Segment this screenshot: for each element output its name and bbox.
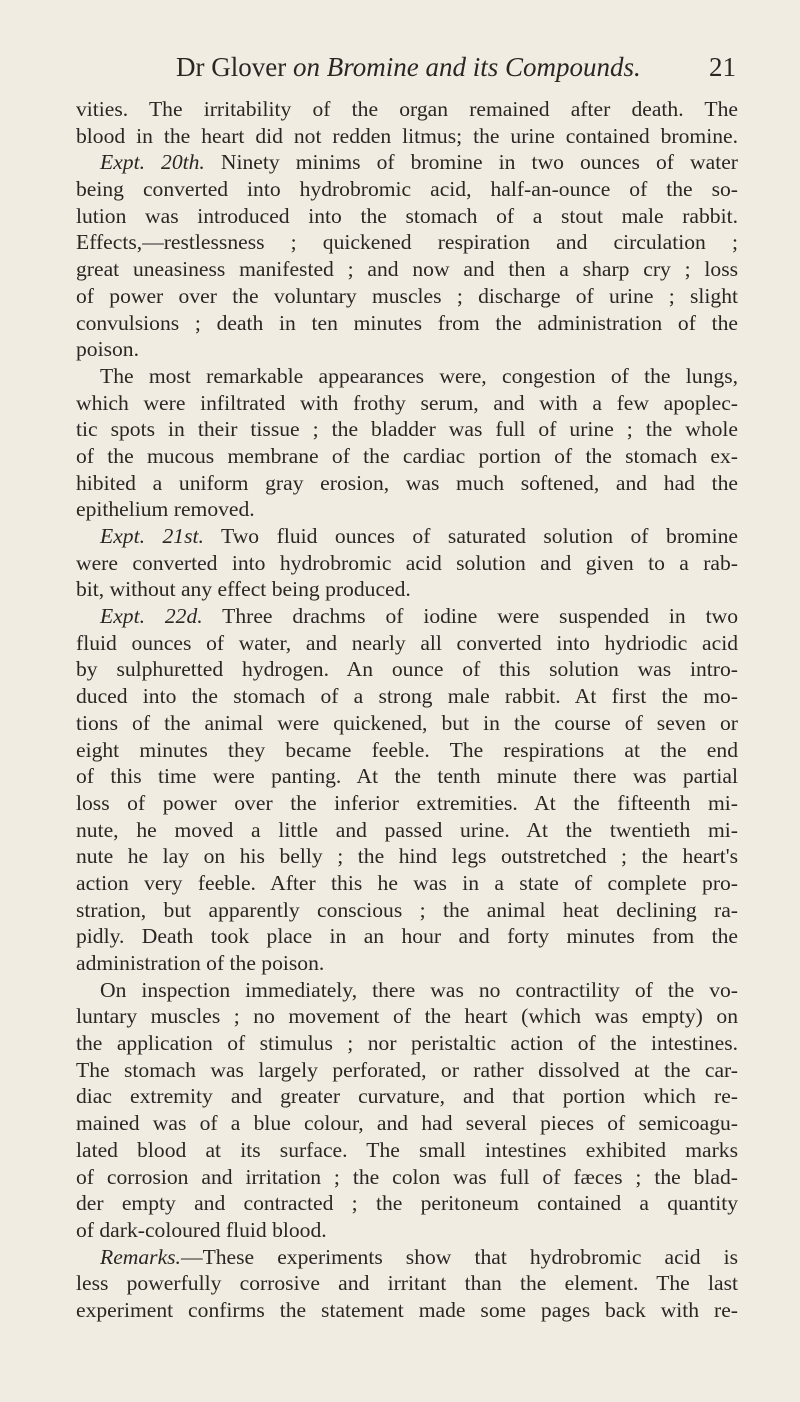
text-line [76, 683, 738, 710]
text-line [76, 1297, 738, 1324]
running-head [176, 52, 736, 86]
line-text: administration of the poison. [76, 951, 325, 975]
paragraph-lead: Expt. 22d. [100, 604, 203, 629]
line-text: —These experiments show that hydrobromic acid is [180, 1244, 738, 1269]
line-text: Three drachms of iodine were suspended in two [202, 604, 738, 629]
text-line [76, 870, 738, 897]
paragraph-lead: Expt. 21st. [100, 524, 204, 548]
line-text: stration, but apparently conscious ; the animal heat declining ra- [76, 897, 738, 922]
line-text: vities. The irritability of the organ remained after death. The [76, 97, 738, 121]
line-text: being converted into hydrobromic acid, half-an-ounce of the so- [76, 177, 738, 202]
text-line [76, 950, 738, 977]
line-text: the application of stimulus ; nor peristaltic action of the intestines. [76, 1031, 738, 1056]
text-line [76, 1217, 738, 1244]
line-text: blood in the heart did not redden litmus; the urine contained bromine. [76, 123, 738, 148]
text-line [76, 1110, 738, 1137]
text-line [76, 149, 738, 176]
line-text: of this time were panting. At the tenth minute there was partial [76, 764, 738, 789]
text-line [76, 416, 738, 443]
text-line [76, 1164, 738, 1191]
text-line [76, 897, 738, 924]
text-line [76, 1137, 738, 1164]
text-line [76, 763, 738, 790]
line-text: of the mucous membrane of the cardiac portion of the stomach ex- [76, 443, 738, 468]
text-line [76, 1190, 738, 1217]
line-text: Effects,—restlessness ; quickened respiration and circulation ; [76, 230, 738, 255]
text-line [76, 1030, 738, 1057]
line-text: On inspection immediately, there was no contractility of the vo- [100, 977, 738, 1002]
line-text: of dark-coloured fluid blood. [76, 1217, 327, 1242]
text-line [76, 843, 738, 870]
line-text: which were infiltrated with frothy serum, and with a few apoplec- [76, 390, 738, 415]
text-line [76, 1003, 738, 1030]
running-title-author: Dr Glover [176, 52, 293, 82]
text-line [76, 336, 738, 363]
text-line [76, 203, 738, 230]
paragraph-lead: Expt. 20th. [100, 150, 205, 175]
text-line [76, 817, 738, 844]
line-text: great uneasiness manifested ; and now and then a sharp cry ; loss [76, 257, 738, 282]
line-text: bit, without any effect being produced. [76, 577, 411, 602]
text-line [76, 737, 738, 764]
line-text: Ninety minims of bromine in two ounces of water [204, 150, 738, 175]
body-text [76, 96, 738, 1324]
line-text: convulsions ; death in ten minutes from the administration of the [76, 310, 738, 335]
text-line [76, 576, 738, 603]
line-text: luntary muscles ; no movement of the heart (which was empty) on [76, 1004, 738, 1029]
text-line [76, 656, 738, 683]
text-line [76, 550, 738, 577]
text-line [76, 790, 738, 817]
line-text: epithelium removed. [76, 497, 255, 522]
line-text: experiment confirms the statement made some pages back with re- [76, 1297, 738, 1322]
line-text: of power over the voluntary muscles ; discharge of urine ; slight [76, 283, 738, 308]
text-line [76, 496, 738, 523]
line-text: lated blood at its surface. The small intestines exhibited marks [76, 1137, 738, 1162]
line-text: were converted into hydrobromic acid solution and given to a rab- [76, 550, 738, 575]
text-line [76, 1244, 738, 1271]
text-line [76, 470, 738, 497]
text-line [76, 443, 738, 470]
running-title-subject: on Bromine and its Compounds. [292, 52, 641, 82]
text-line [76, 256, 738, 283]
line-text: Two fluid ounces of saturated solution of bromine [203, 524, 738, 548]
line-text: mained was of a blue colour, and had several pieces of semicoagu- [76, 1111, 738, 1136]
line-text: fluid ounces of water, and nearly all converted into hydriodic acid [76, 630, 738, 655]
line-text: tions of the animal were quickened, but in the course of seven or [76, 710, 738, 735]
line-text: diac extremity and greater curvature, and that portion which re- [76, 1084, 738, 1109]
line-text: lution was introduced into the stomach of a stout male rabbit. [76, 203, 738, 228]
line-text: pidly. Death took place in an hour and forty minutes from the [76, 924, 738, 949]
text-line [76, 1270, 738, 1297]
line-text: der empty and contracted ; the peritoneum contained a quantity [76, 1191, 738, 1216]
text-line [76, 603, 738, 630]
running-title [176, 52, 641, 83]
line-text: nute he lay on his belly ; the hind legs outstretched ; the heart's [76, 844, 738, 869]
text-line [76, 390, 738, 417]
text-line [76, 923, 738, 950]
line-text: action very feeble. After this he was in a state of complete pro- [76, 870, 738, 895]
text-line [76, 310, 738, 337]
paragraph-lead: Remarks. [100, 1244, 181, 1269]
text-line [76, 283, 738, 310]
line-text: The most remarkable appearances were, congestion of the lungs, [100, 363, 738, 388]
text-line [76, 1057, 738, 1084]
text-line [76, 630, 738, 657]
text-line [76, 96, 738, 123]
text-line [76, 977, 738, 1004]
line-text: tic spots in their tissue ; the bladder was full of urine ; the whole [76, 417, 738, 442]
text-line [76, 229, 738, 256]
text-line [76, 123, 738, 150]
text-line [76, 1083, 738, 1110]
line-text: of corrosion and irritation ; the colon was full of fæces ; the blad- [76, 1164, 738, 1189]
text-line [76, 710, 738, 737]
text-line [76, 363, 738, 390]
text-line [76, 523, 738, 550]
line-text: less powerfully corrosive and irritant than the element. The last [76, 1271, 738, 1296]
line-text: hibited a uniform gray erosion, was much softened, and had the [76, 470, 738, 495]
line-text: poison. [76, 337, 139, 362]
line-text: duced into the stomach of a strong male rabbit. At first the mo- [76, 684, 738, 709]
line-text: eight minutes they became feeble. The respirations at the end [76, 737, 738, 762]
line-text: The stomach was largely perforated, or rather dissolved at the car- [76, 1057, 738, 1082]
line-text: by sulphuretted hydrogen. An ounce of this solution was intro- [76, 657, 738, 682]
text-line [76, 176, 738, 203]
line-text: nute, he moved a little and passed urine. At the twentieth mi- [76, 817, 738, 842]
line-text: loss of power over the inferior extremities. At the fifteenth mi- [76, 790, 738, 815]
page-number: 21 [709, 52, 736, 82]
